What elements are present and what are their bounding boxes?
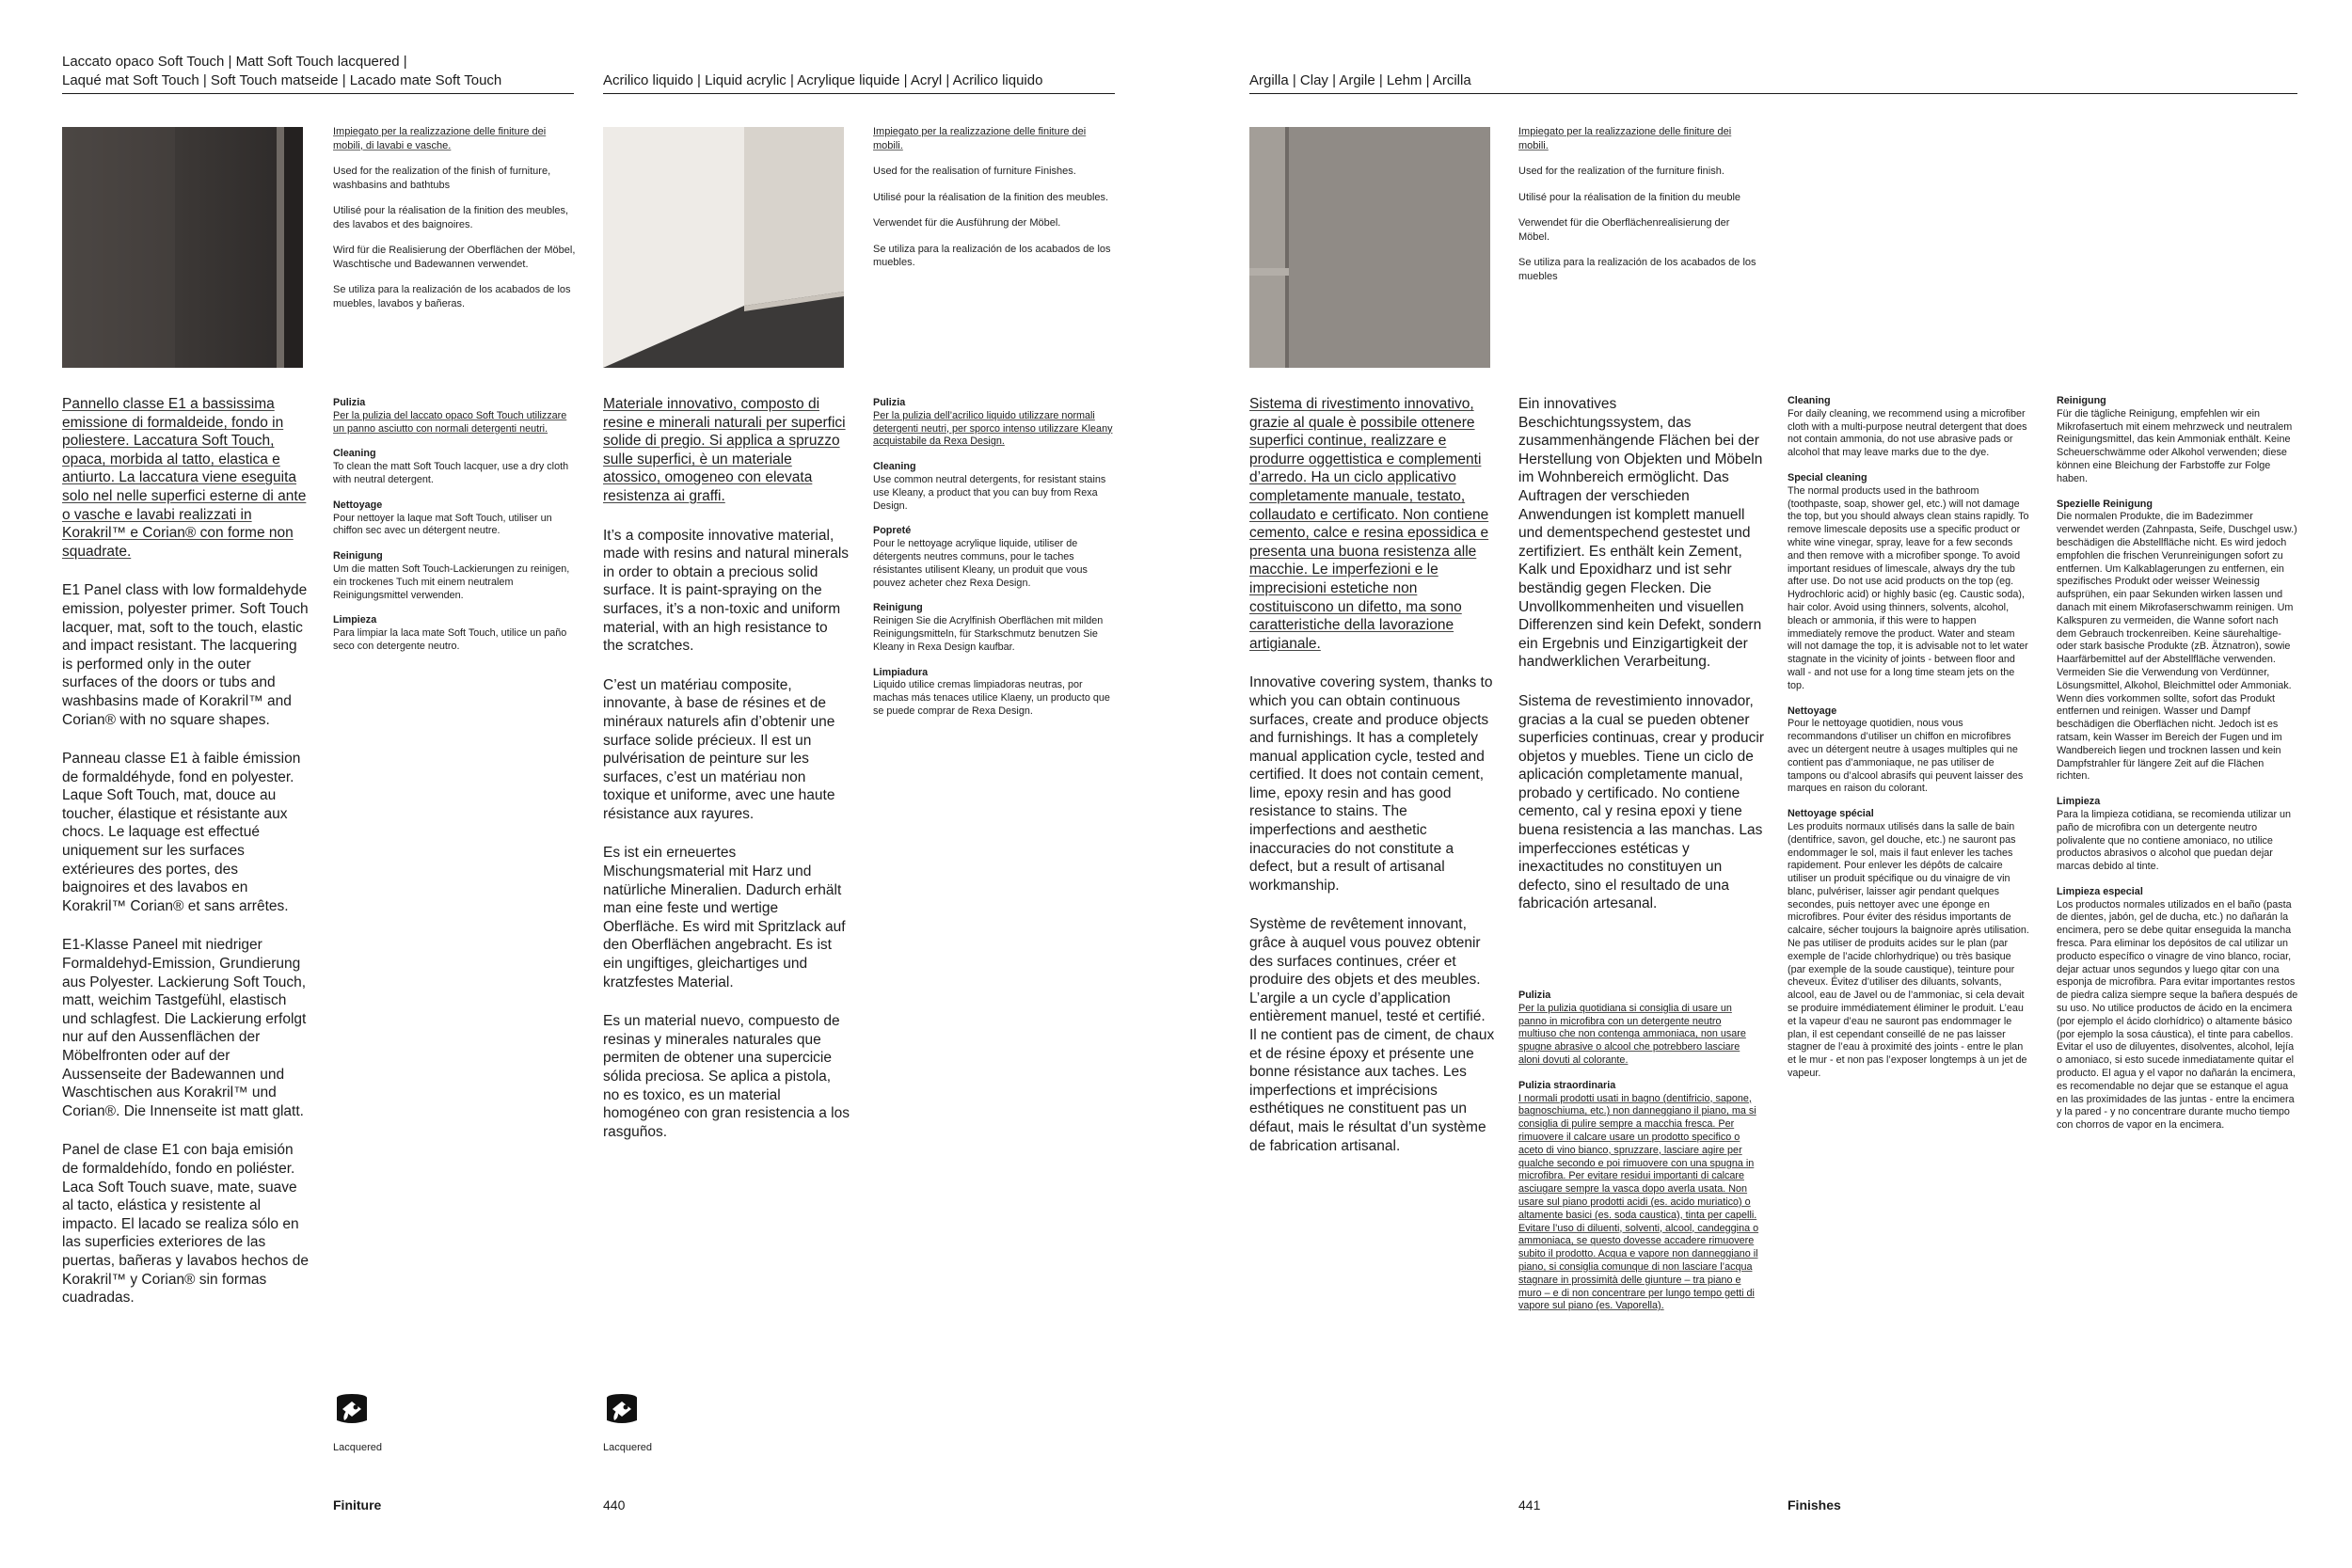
clay-sample-photo xyxy=(1249,127,1490,368)
usage-lacquer-en: Used for the realization of the finish of furniture, washbasins and bathtubs xyxy=(333,166,551,191)
usage-clay xyxy=(1518,125,1763,295)
usage-lacquer-it: Impiegato per la realizzazione delle finiture dei mobili, di lavabi e vasche. xyxy=(333,126,547,151)
cleaning-acrylic-h-1: Cleaning xyxy=(873,461,916,473)
cleaning-acrylic-t-2: Pour le nettoyage acrylique liquide, utiliser de détergents neutres communs, pour le taches résistantes utilisent Kleany, un produit que vous pouvez acheter chez Rexa Design. xyxy=(873,538,1088,589)
usage-acrylic-es: Se utiliza para la realización de los acabados de los muebles. xyxy=(873,243,1111,268)
cleaning-acrylic-h-4: Limpiadura xyxy=(873,666,929,678)
cleaning-acrylic-h-3: Reinigung xyxy=(873,602,923,614)
cleaning-acrylic-h-2: Popreté xyxy=(873,525,912,537)
cleaning-clay-de-h-1: Spezielle Reinigung xyxy=(2057,498,2153,510)
cleaning-clay-es-t-2: Para la limpieza cotidiana, se recomienda utilizar un paño de microfibra con un detergente neutro polivalente que no contiene amoniaco, no utilice productos abrasivos o alcohol que puedan dejar marcas debido al tinte. xyxy=(2057,808,2292,873)
usage-clay-en: Used for the realization of the furniture finish. xyxy=(1518,166,1724,177)
lacquered-badge-2 xyxy=(603,1388,652,1453)
cleaning-clay-en-t-0: For daily cleaning, we recommend using a microfiber cloth with a multi-purpose neutral detergent that does not contain ammonia, do not use abrasive pads or alcohol that may leave marks due to the dye. xyxy=(1788,407,2027,459)
cleaning-acrylic-t-0: Per la pulizia dell’acrilico liquido utilizzare normali detergenti neutri, per sporco intenso utilizzare Kleany acquistabile da Rexa Design. xyxy=(873,409,1113,448)
intro-acrylic-de: Es ist ein erneuertes Mischungsmaterial mit Harz und natürliche Mineralien. Dadurch erhält man eine feste und wertige Oberfläche. Es wird mit Spritzlack auf den Oberflächen angebracht. Es ist ein ungiftiges, gleichartiges und kratzfestes Material. xyxy=(603,845,846,990)
cleaning-lacquer-t-1: To clean the matt Soft Touch lacquer, use a dry cloth with neutral detergent. xyxy=(333,461,569,485)
cleaning-clay-it xyxy=(1518,990,1759,1313)
lacquer-sample-photo xyxy=(62,127,303,368)
intro-clay-fr: Système de revêtement innovant, grâce à auquel vous pouvez obtenir des surfaces continues, créer et produire des objets et des meubles. L’argile a un cycle d’application entièrement manuel, testé et certifié. Il ne contient pas de ciment, de chaux et de résine époxy et présente une bonne résistance aux taches. Les imperfections et imprécisions esthétiques ne constituent pas un défaut, mais le résultat d’un système de fabrication artisanal. xyxy=(1249,916,1495,1154)
cleaning-clay-de-t-0: Für die tägliche Reinigung, empfehlen wir ein Mikrofasertuch mit einem mehrzweck und neutralem Reinigungsmittel, das kein Ammoniak enthält. Keine Scheuerschwämme oder Alkohol verwenden; diese können eine Bleichung der Farbstoffe zur Folge haben. xyxy=(2057,407,2293,484)
cleaning-lacquer-h-2: Nettoyage xyxy=(333,499,383,511)
usage-lacquer-es: Se utiliza para la realización de los acabados de los muebles, lavabos y bañeras. xyxy=(333,284,571,309)
cleaning-lacquer-h-1: Cleaning xyxy=(333,448,376,460)
header-lacquer-line-2: Laqué mat Soft Touch | Soft Touch matseide | Lacado mate Soft Touch xyxy=(62,72,502,88)
cleaning-clay-it-t-1: I normali prodotti usati in bagno (dentifricio, sapone, bagnoschiuma, etc.) non danneggiano il piano, ma si consiglia di pulire sempre a macchia fresca. Per rimuovere il calcare usare un prodotto specifico o aceto di vino bianco, spruzzare, lasciare agire per qualche secondo e poi rimuovere con una spugna in microfibra. Per evitare residui importanti di calcare asciugare sempre la vasca dopo averla usata. Non usare sul piano prodotti acidi (es. acido muriatico) o altamente basici (es. soda caustica), tinta per capelli. Evitare l’uso di diluenti, solventi, alcool, candeggina o ammoniaca, se questo dovesse accadere rimuovere subito il prodotto. Acqua e vapore non danneggiano il piano, si consiglia comunque di non lasciare l’acqua stagnare in prossimità delle giunture – tra piano e muro – e di non concentrare per lungo tempo getti di vapore sul piano (es. Vaporella). xyxy=(1518,1092,1759,1312)
cleaning-lacquer-t-3: Um die matten Soft Touch-Lackierungen zu reinigen, ein trockenes Tuch mit einem neutralem Reinigungsmittel verwenden. xyxy=(333,562,570,601)
intro-acrylic-it: Materiale innovativo, composto di resine e minerali naturali per superfici solide di pregio. Si applica a spruzzo sulle superfici, è un materiale atossico, omogeneo con elevata resistenza ai graffi. xyxy=(603,396,846,504)
paint-can-icon xyxy=(603,1388,641,1426)
cleaning-lacquer-h-3: Reinigung xyxy=(333,550,383,562)
intro-acrylic-fr: C’est un matériau composite, innovante, à base de résines et de minéraux naturels afin d’obtenir une surface solide précieux. Il est un pulvérisation de peinture sur les surfaces, c’est un matériau non toxique et uniforme, avec une haute résistance aux rayures. xyxy=(603,676,835,822)
usage-clay-es: Se utiliza para la realización de los acabados de los muebles xyxy=(1518,257,1756,282)
lacquered-caption-1: Lacquered xyxy=(333,1442,382,1453)
intro-lacquer-fr: Panneau classe E1 à faible émission de formaldéhyde, fond en polyester. Laque Soft Touch, mat, douce au toucher, élastique et résistante aux chocs. Le laquage est effectué uniquement sur les surfaces extérieures des portes, des baignoires et des lavabos en Korakril™ Corian® et sans arrêtes. xyxy=(62,751,301,914)
cleaning-clay-es-t-3: Los productos normales utilizados en el baño (pasta de dientes, jabón, gel de ducha, etc.) no dañarán la encimera, pero se debe quitar enseguida la mancha fresca. Para eliminar los depósitos de cal utilizar un producto específico o vinagre de vino blanco, rociar, dejar actuar unos segundos y luego qitar con una esponja de microfibra. Para evitar importantes restos de piedra caliza siempre seque la bañera después de su uso. No utilice productos de ácido en la encimera (por ejemplo el ácido clorhídrico) o altamente básico (por ejemplo la sosa cáustica), el tinte para cabellos. Evitar el uso de diluyentes, disolventes, alcohol, lejía o amoniaco, si esto sucede inmediatamente quitar el producto. El agua y el vapor no dañarán la encimera, es recomendable no dejar que se estanque el agua en las proximidades de las juntas - entre la encimera y la pared - y no concentrare durante mucho tiempo con chorros de vapor en la encimera. xyxy=(2057,898,2298,1132)
cleaning-clay-en-fr xyxy=(1788,395,2030,1081)
footer-left-page-number: 440 xyxy=(603,1497,626,1513)
intro-clay-es: Sistema de revestimiento innovador, gracias a la cual se pueden obtener superficies continuas, crear y producir objetos y muebles. Tiene un ciclo de aplicación completamente manual, probado y certificado. No contiene cemento, cal y resina epoxi y tiene buena resistencia a las manchas. Las imperfecciones estéticas y inexactitudes no constituyen un defecto, sino el resultado de una fabricación artesanal. xyxy=(1518,692,1765,912)
cleaning-lacquer xyxy=(333,397,574,654)
cleaning-clay-fr-h-2: Nettoyage xyxy=(1788,705,1837,717)
header-lacquer-line-1: Laccato opaco Soft Touch | Matt Soft Touch lacquered | xyxy=(62,54,407,70)
usage-acrylic-de: Verwendet für die Ausführung der Möbel. xyxy=(873,217,1061,229)
paint-can-icon xyxy=(333,1388,371,1426)
cleaning-clay-it-h-1: Pulizia straordinaria xyxy=(1518,1079,1616,1091)
cleaning-lacquer-t-2: Pour nettoyer la laque mat Soft Touch, utiliser un chiffon sec avec un détergent neutre. xyxy=(333,512,552,537)
section-header-clay xyxy=(1249,71,2297,94)
acrylic-sample-photo xyxy=(603,127,844,368)
usage-acrylic-fr: Utilisé pour la réalisation de la finition des meubles. xyxy=(873,191,1109,203)
cleaning-acrylic-h-0: Pulizia xyxy=(873,397,906,408)
cleaning-clay-fr-h-3: Nettoyage spécial xyxy=(1788,808,1874,820)
cleaning-clay-fr-t-3: Les produits normaux utilisés dans la salle de bain (dentifrice, savon, gel douche, etc.) ne sauront pas endommager le sol, mais il faut enlever les taches rapidement. Pour enlever les dépôts de calcaire utiliser un produit spécifique ou du vinaigre de vin blanc, pulvériser, laisser agir pendant quelques secondes, puis nettoyer avec une éponge en microfibres. Pour éviter des résidus importants de calcaire, sécher toujours la baignoire après utilisation. Ne pas utiliser de produits acides sur le plan (par exemple de l’acide chlorhydrique) ou très basique (par exemple de la soude caustique), teinture pour cheveux. Évitez d’utiliser des diluants, solvants, alcool, eau de Javel ou de l’ammoniac, si cela devait se produire immédiatement éliminer le produit. L’eau et la vapeur d’eau ne sauront pas endommager le plan, il est cependant conseillé de ne pas laisser stagner de l’eau à proximité des joints - entre le plan et le mur - et non pas l’exposer longtemps à un jet de vapeur. xyxy=(1788,820,2029,1080)
footer-right-label: Finishes xyxy=(1788,1497,1841,1513)
intro-lacquer-en: E1 Panel class with low formaldehyde emission, polyester primer. Soft Touch lacquer, mat, soft to the touch, elastic and impact resistant. The lacquering is performed only in the outer surfaces of the doors or tubs and washbasins made of Korakril™ and Corian® with no square shapes. xyxy=(62,582,309,728)
footer-left-label: Finiture xyxy=(333,1497,382,1513)
cleaning-clay-fr-t-2: Pour le nettoyage quotidien, nous vous recommandons d’utiliser un chiffon en microfibres avec un détergent neutre à usages multiples qui ne contient pas d’ammoniaque, ne pas utiliser de tampons ou d’alcool abrasifs qui peuvent laisser des marques en raison du colorant. xyxy=(1788,718,2024,795)
section-header-acrylic xyxy=(603,71,1115,94)
intro-clay xyxy=(1249,395,1496,1176)
intro-lacquer xyxy=(62,395,309,1328)
intro-clay-de: Ein innovatives Beschichtungssystem, das zusammenhängende Flächen bei der Herstellung von Objekten und Möbeln im Wohnbereich ermöglicht. Das Auftragen der verschieden Anwendungen ist komplett manuell und dementspechend gestestet und zertifiziert. Es enthält kein Zement, Kalk und Epoxidharz und ist sehr beständig gegen Flecken. Die Unvollkommenheiten und visuellen Differenzen sind kein Defekt, sondern ein Ergebnis und Einzigartigkeit der handwerklichen Verarbeitung. xyxy=(1518,396,1763,671)
section-header-lacquer xyxy=(62,53,574,94)
header-clay-text: Argilla | Clay | Argile | Lehm | Arcilla xyxy=(1249,72,1471,88)
intro-lacquer-es: Panel de clase E1 con baja emisión de formaldehído, fondo en poliéster. Laca Soft Touch suave, mate, suave al tacto, elástica y resistente al impacto. El lacado se realiza sólo en las superficies exteriores de las puertas, bañeras y lavabos hechos de Korakril™ y Corian® sin formas cuadradas. xyxy=(62,1142,309,1307)
cleaning-clay-es-h-2: Limpieza xyxy=(2057,796,2101,808)
cleaning-lacquer-h-4: Limpieza xyxy=(333,614,377,626)
usage-acrylic xyxy=(873,125,1118,282)
cleaning-clay-de-t-1: Die normalen Produkte, die im Badezimmer verwendet werden (Zahnpasta, Seife, Duschgel usw.) beschädigen die Abstellfläche nicht. Es wird jedoch empfohlen die frischen Verunreinigungen sofort zu entfernen. Um Kalkablagerungen zu entfernen, ein spezifisches Produkt oder weisser Weinessig aufsprühen, ein paar Sekunden wirken lassen und danach mit einem Mikrofaserschwamm reinigen. Um Kalkspuren zu vermeiden, die Wanne sofort nach dem Gebrauch trockenreiben. Keine säurehaltige- oder stark basische Produkte (zB. Ätznatron), sowie Haarfärbemittel auf der Abstellfläche verwenden. Vermeiden Sie die Verwendung von Verdünner, Lösungsmittel, Alkohol, Bleichmittel oder Ammoniak. Wenn dies vorkommen sollte, sofort das Produkt entfernen und reinigen. Wasser und Dampf beschädigen die Oberflächen nicht. Jedoch ist es ratsam, kein Wasser im Bereich der Fugen und im Wandbereich liegen und trocknen lassen und kein Dampfstrahler für längere Zeit auf die Flächen richten. xyxy=(2057,511,2297,783)
cleaning-acrylic-t-1: Use common neutral detergents, for resistant stains use Kleany, a product that you can buy from Rexa Design. xyxy=(873,473,1106,512)
intro-acrylic-es: Es un material nuevo, compuesto de resinas y minerales naturales que permiten de obtener una supercicie sólida preciosa. Se aplica a pistola, no es toxico, es un material homogéneo con gran resistencia a los rasguños. xyxy=(603,1013,850,1140)
usage-lacquer-de: Wird für die Realisierung der Oberflächen der Möbel, Waschtische und Badewannen verwendet. xyxy=(333,245,576,270)
cleaning-clay-it-t-0: Per la pulizia quotidiana si consiglia di usare un panno in microfibra con un detergente neutro multiuso che non contenga ammoniaca, non usare spugne abrasive o alcool che potrebbero lasciare aloni dovuti al colorante. xyxy=(1518,1002,1746,1066)
intro-lacquer-it: Pannello classe E1 a bassissima emissione di formaldeide, fondo in poliestere. Laccatura Soft Touch, opaca, morbida al tatto, elastica e antiurto. La laccatura viene eseguita solo nel nelle superfici esterne di ante o vasche e lavabi realizzati in Korakril™ e Corian® con forme non squadrate. xyxy=(62,396,307,560)
cleaning-lacquer-t-0: Per la pulizia del laccato opaco Soft Touch utilizzare un panno asciutto con normali detergenti neutri. xyxy=(333,409,567,435)
cleaning-clay-es-h-3: Limpieza especial xyxy=(2057,885,2143,897)
intro-clay-it: Sistema di rivestimento innovativo, grazie al quale è possibile ottenere superfici continue, realizzare e produrre oggettistica e complementi d’arredo. Ha un ciclo applicativo completamente manuale, testato, collaudato e certificato. Non contiene cemento, calce e resina epossidica e presenta una buona resistenza alle macchie. Le imperfezioni e le imprecisioni estetiche non costituiscono un difetto, ma sono caratteristiche della lavorazione artigianale. xyxy=(1249,396,1489,652)
usage-clay-it: Impiegato per la realizzazione delle finiture dei mobili. xyxy=(1518,126,1732,151)
cleaning-lacquer-t-4: Para limpiar la laca mate Soft Touch, utilice un paño seco con detergente neutro. xyxy=(333,627,567,652)
cleaning-lacquer-h-0: Pulizia xyxy=(333,397,366,408)
cleaning-acrylic-t-3: Reinigen Sie die Acrylfinish Oberflächen mit milden Reinigungsmitteln, für Starkschmutz benutzen Sie Kleany in Rexa Design kaufbar. xyxy=(873,615,1104,653)
cleaning-clay-en-h-0: Cleaning xyxy=(1788,395,1831,406)
usage-clay-de: Verwendet für die Oberflächenrealisierung der Möbel. xyxy=(1518,217,1730,243)
cleaning-acrylic xyxy=(873,397,1114,719)
intro-acrylic xyxy=(603,395,850,1162)
lacquered-caption-2: Lacquered xyxy=(603,1442,652,1453)
cleaning-clay-de-es xyxy=(2057,395,2299,1132)
cleaning-clay-en-t-1: The normal products used in the bathroom (toothpaste, soap, shower gel, etc.) will not damage the top, but you should always clean stains rapidly. To remove limescale deposits use a specific product or white wine vinegar, spray, leave for a few seconds and then remove with a microfiber sponge. To avoid important residues of limescale, always dry the tub after use. Do not use acid products on the top (eg. Hydrochloric acid) or highly basic (eg. Caustic soda), hair color. Avoid using thinners, solvents, alcohol, bleach or ammonia, if this were to happen immediately remove the product. Water and steam will not damage the top, it is advisable not to let water stagnate in the vicinity of joints - between floor and wall - and not use for a long time steam jets on the top. xyxy=(1788,484,2029,691)
usage-acrylic-it: Impiegato per la realizzazione delle finiture dei mobili. xyxy=(873,126,1087,151)
intro-lacquer-de: E1-Klasse Paneel mit niedriger Formaldehyd-Emission, Grundierung aus Polyester. Lackierung Soft Touch, matt, weichim Tastgefühl, elastisch und schlagfest. Die Lackierung erfolgt nur auf den Aussenflächen der Möbelfronten oder auf der Aussenseite der Badewannen und Waschtischen aus Korakril™ und Corian®. Die Innenseite ist matt glatt. xyxy=(62,937,307,1119)
usage-lacquer xyxy=(333,125,578,323)
cleaning-clay-de-h-0: Reinigung xyxy=(2057,395,2106,406)
intro-clay-en: Innovative covering system, thanks to which you can obtain continuous surfaces, create and produce objects and furnishings. It has a completely manual application cycle, tested and certified. It does not contain cement, lime, epoxy resin and has good resistance to stains. The imperfections and aesthetic inaccuracies do not constitute a defect, but a result of artisanal workmanship. xyxy=(1249,674,1493,894)
usage-clay-fr: Utilisé pour la réalisation de la finition du meuble xyxy=(1518,191,1741,203)
intro-acrylic-en: It’s a composite innovative material, made with resins and natural minerals in order to obtain a precious solid surface. It is paint-spraying on the surfaces, it’s a non-toxic and uniform material, with an high resistance to the scratches. xyxy=(603,527,850,655)
cleaning-clay-it-h-0: Pulizia xyxy=(1518,990,1551,1001)
cleaning-acrylic-t-4: Liquido utilice cremas limpiadoras neutras, por machas más tenaces utilice Klaeny, un producto que se puede comprar de Rexa Design. xyxy=(873,679,1110,717)
usage-lacquer-fr: Utilisé pour la réalisation de la finition des meubles, des lavabos et des baignoires. xyxy=(333,205,569,230)
intro-clay-col2 xyxy=(1518,395,1765,934)
cleaning-clay-en-h-1: Special cleaning xyxy=(1788,471,1867,483)
header-acrylic-text: Acrilico liquido | Liquid acrylic | Acrylique liquide | Acryl | Acrilico liquido xyxy=(603,72,1043,88)
usage-acrylic-en: Used for the realisation of furniture Finishes. xyxy=(873,166,1076,177)
lacquered-badge-1 xyxy=(333,1388,382,1453)
footer-right-page-number: 441 xyxy=(1518,1497,1541,1513)
